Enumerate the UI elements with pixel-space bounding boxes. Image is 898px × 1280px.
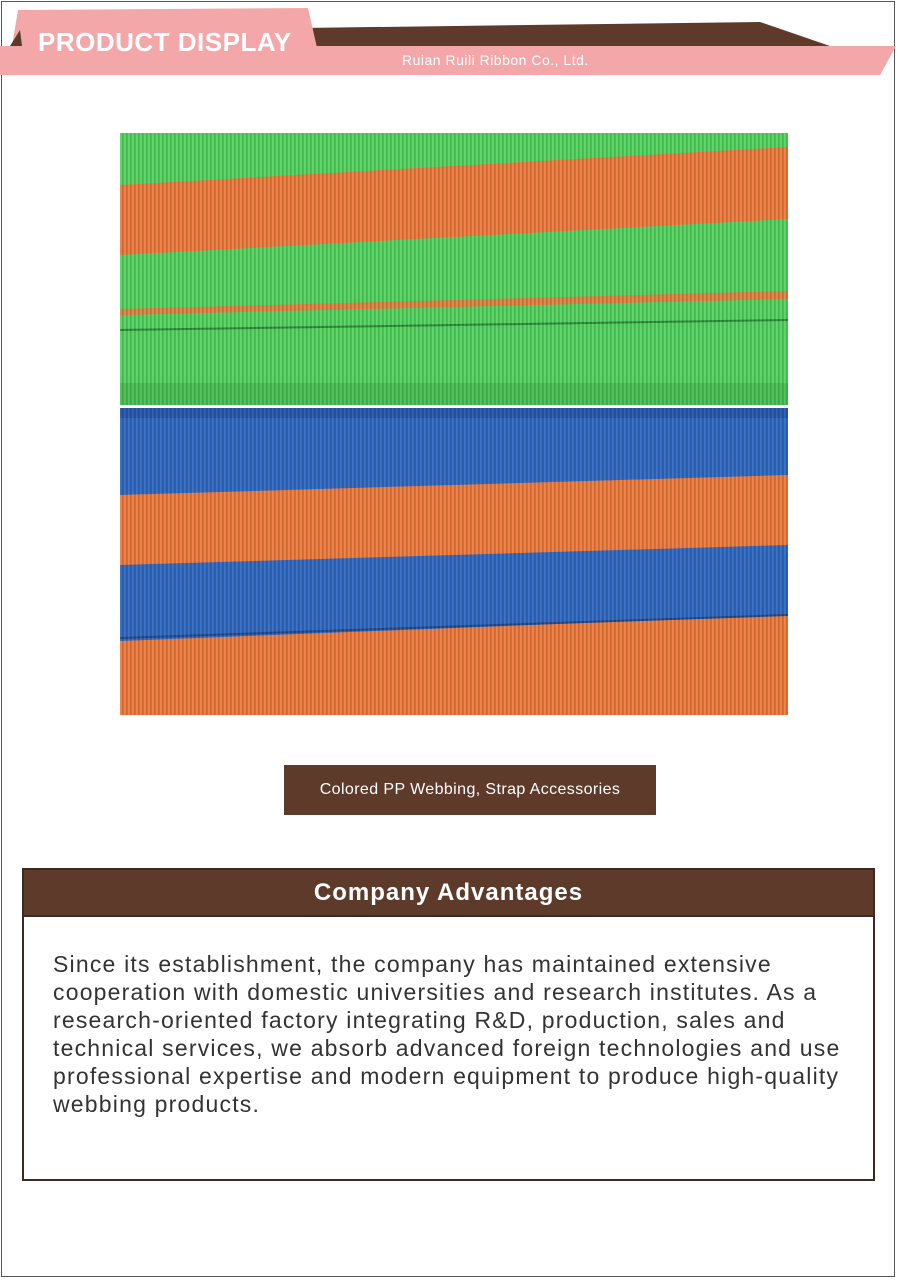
banner-brown-band <box>300 22 830 46</box>
banner-title: PRODUCT DISPLAY <box>38 27 292 57</box>
product-photo <box>120 133 788 715</box>
product-caption: Colored PP Webbing, Strap Accessories <box>284 765 656 815</box>
company-name: Ruian Ruili Ribbon Co., Ltd. <box>402 52 589 68</box>
company-advantages-box <box>22 868 875 1181</box>
advantages-heading: Company Advantages <box>24 870 873 917</box>
webbing-blue-orange <box>120 408 788 715</box>
webbing-green-orange <box>120 133 788 405</box>
advantages-body: Since its establishment, the company has maintained extensive cooperation with domestic universities and research institutes. As a research-oriented factory integrating R&D, production, sales and technical services, we absorb advanced foreign technologies and use professional expertise and modern equipment to produce high-quality webbing products. <box>53 951 841 1117</box>
